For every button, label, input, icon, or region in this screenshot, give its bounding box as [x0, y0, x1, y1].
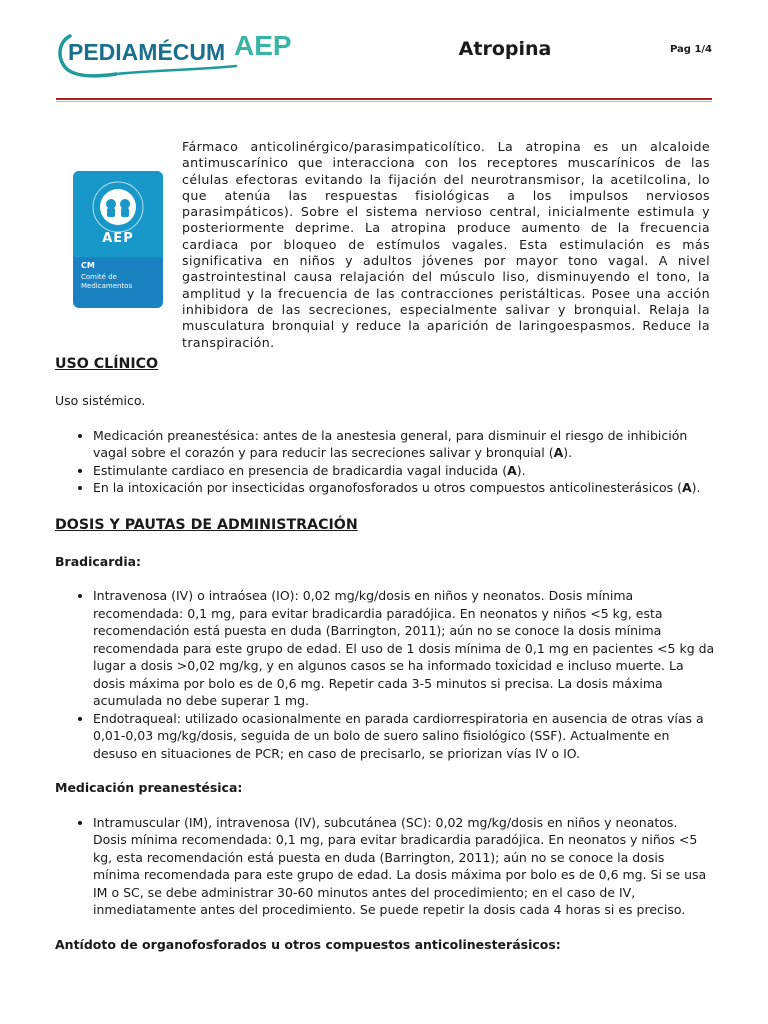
- section-heading-uso-clinico: USO CLÍNICO: [55, 356, 159, 372]
- header-divider: [56, 98, 712, 100]
- logo-accent-text: AEP: [234, 30, 292, 61]
- badge-aep: AEP: [102, 231, 134, 246]
- section-heading-dosis: DOSIS Y PAUTAS DE ADMINISTRACIÓN: [55, 516, 358, 533]
- logo-text: PEDIAMÉCUM: [68, 39, 226, 65]
- header-divider-shadow: [56, 101, 712, 102]
- uso-clinico-list: [55, 427, 715, 497]
- badge-cm: CM: [81, 261, 95, 270]
- subheading-bradicardia: Bradicardia:: [55, 553, 142, 569]
- list-item: • Medicación preanestésica: antes de la anestesia general, para disminuir el riesgo de inhibición vagal sobre el corazón y para reducir las secreciones salivar y bronquial (A).: [93, 427, 715, 462]
- list-item: • Estimulante cardiaco en presencia de bradicardia vagal inducida (A).: [93, 462, 715, 480]
- document-title: Atropina: [458, 38, 552, 60]
- uso-sistemico: Uso sistémico.: [55, 393, 146, 408]
- badge-line-2: Medicamentos: [81, 282, 133, 290]
- subheading-antidoto: Antídoto de organofosforados u otros compuestos anticolinesterásicos:: [55, 936, 561, 952]
- list-item: • Intramuscular (IM), intravenosa (IV), subcutánea (SC): 0,02 mg/kg/dosis en niños y neonatos. Dosis mínima recomendada: 0,1 mg, para evitar bradicardia paradójica. En neonatos y niños <5 kg, esta recomendación está puesta en duda (Barrington, 2011); aún no se conoce la dosis mínima recomendada para este grupo de edad. La dosis máxima por bolo es de 0,6 mg. Si se usa IM o SC, se debe administrar 30-60 minutos antes del procedimiento; en el caso de IV, inmediatamente antes del procedimiento. Se puede repetir la dosis cada 4 horas si es preciso.: [93, 814, 715, 919]
- page-header: [0, 0, 768, 110]
- main-content: [55, 354, 715, 953]
- bradicardia-list: [55, 587, 715, 762]
- intro-paragraph: Fármaco anticolinérgico/parasimpaticolítico. La atropina es un alcaloide antimuscarínico que interacciona con los receptores muscarínicos de las células efectoras evitando la fijación del neurotransmisor, la acetilcolina, lo que atenúa las respuestas fisiológicas a los impulsos nerviosos parasimpáticos). Sobre el sistema nervioso central, inicialmente estimula y posteriormente deprime. La atropina produce aumento de la frecuencia cardiaca por bloqueo de estímulos vagales. Esta estimulación es más significativa en niños y adultos jóvenes por mayor tono vagal. A nivel gastrointestinal causa relajación del músculo liso, disminuyendo el tono, la amplitud y la frecuencia de las contracciones peristálticas. Posee una acción inhibidora de las secreciones, especialmente salivar y bronquial. Relaja la musculatura bronquial y reduce la aparición de laringoespasmos. Reduce la transpiración.: [182, 139, 710, 350]
- badge-line-1: Comité de: [81, 273, 117, 281]
- page-number: Pag 1/4: [670, 44, 713, 55]
- subheading-preanestesica: Medicación preanestésica:: [55, 780, 243, 795]
- preanestesica-list: [55, 814, 715, 919]
- list-item: • Intravenosa (IV) o intraósea (IO): 0,02 mg/kg/dosis en niños y neonatos. Dosis mínima recomendada: 0,1 mg, para evitar bradicardia paradójica. En neonatos y niños <5 kg, esta recomendación está puesta en duda (Barrington, 2011); aún no se conoce la dosis mínima recomendada para este grupo de edad. El uso de 1 dosis mínima de 0,1 mg en pacientes <5 kg da lugar a dosis >0,02 mg/kg, y en algunos casos se ha informado toxicidad e incluso muerte. La dosis máxima por bolo es de 0,6 mg. Repetir cada 3-5 minutos si precisa. La dosis máxima acumulada no debe superar 1 mg.: [93, 587, 715, 710]
- aep-committee-badge: [73, 171, 163, 308]
- list-item: • En la intoxicación por insecticidas organofosforados u otros compuestos anticolinesterásicos (A).: [93, 479, 715, 497]
- logo-swoosh-icon: [56, 30, 306, 80]
- list-item: • Endotraqueal: utilizado ocasionalmente en parada cardiorrespiratoria en ausencia de otras vías a 0,01-0,03 mg/kg/dosis, seguida de un bolo de suero salino fisiológico (SSF). Actualmente en desuso en situaciones de PCR; en caso de precisarlo, se priorizan vías IV o IO.: [93, 710, 715, 763]
- pediamecum-logo[interactable]: [56, 30, 306, 80]
